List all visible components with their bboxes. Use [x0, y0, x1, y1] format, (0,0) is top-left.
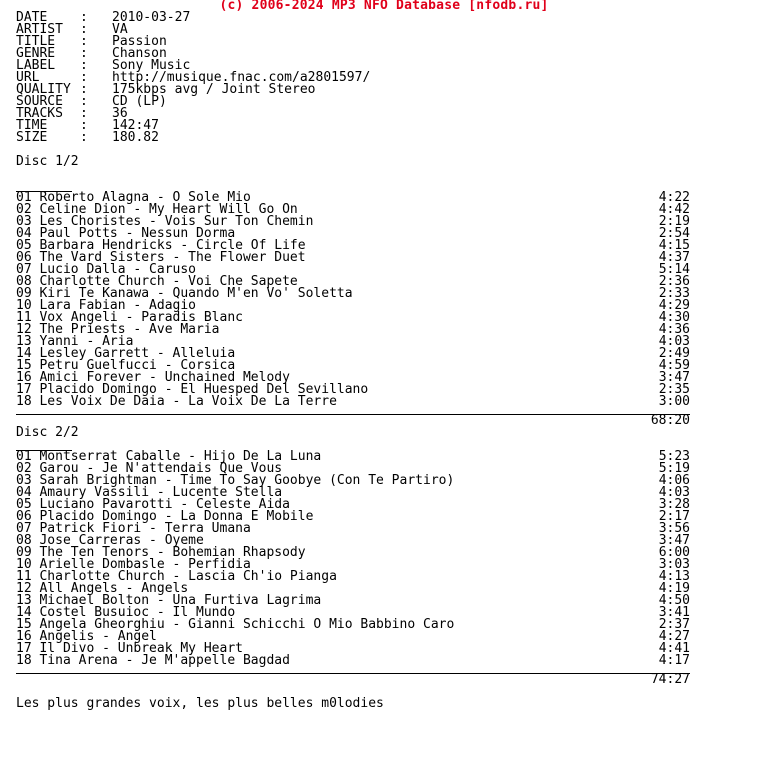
track-time: 4:50 — [658, 593, 690, 608]
track-time: 3:56 — [658, 521, 690, 536]
meta-key: URL — [16, 70, 40, 85]
meta-key: LABEL — [16, 58, 56, 73]
track-time: 4:36 — [658, 322, 690, 337]
track-time: 2:35 — [658, 382, 690, 397]
track-title: 13 Yanni - Aria — [16, 334, 134, 349]
meta-value: Passion — [112, 34, 167, 49]
meta-value: VA — [112, 22, 128, 37]
track-time: 4:17 — [658, 653, 690, 668]
disc-total: 68:20 — [650, 413, 690, 428]
disc-section — [16, 427, 690, 686]
track-time: 4:15 — [658, 238, 690, 253]
meta-value: http://musique.fnac.com/a2801597/ — [112, 70, 371, 85]
track-time: 3:03 — [658, 557, 690, 572]
track-title: 17 Il Divo - Unbreak My Heart — [16, 641, 243, 656]
track-time: 2:36 — [658, 274, 690, 289]
meta-key: TIME — [16, 118, 48, 133]
site-header: (c) 2006-2024 MP3 NFO Database [nfodb.ru] — [219, 0, 549, 13]
track-title: 10 Arielle Dombasle - Perfidia — [16, 557, 251, 572]
track-time: 3:41 — [658, 605, 690, 620]
track-time: 4:59 — [658, 358, 690, 373]
track-title: 16 Angelis - Angel — [16, 629, 157, 644]
track-title: 06 Placido Domingo - La Donna E Mobile — [16, 509, 314, 524]
meta-value: 180.82 — [112, 130, 159, 145]
track-time: 3:47 — [658, 533, 690, 548]
track-time: 2:49 — [658, 346, 690, 361]
meta-row-size — [16, 132, 690, 144]
meta-key: SOURCE — [16, 94, 63, 109]
meta-value: CD (LP) — [112, 94, 167, 109]
meta-separator: : — [80, 58, 88, 73]
track-title: 08 Jose Carreras - Oyeme — [16, 533, 204, 548]
nfo-content — [16, 12, 690, 710]
track-time: 2:33 — [658, 286, 690, 301]
track-time: 4:30 — [658, 310, 690, 325]
track-time: 4:03 — [658, 485, 690, 500]
meta-separator: : — [80, 70, 88, 85]
track-time: 4:42 — [658, 202, 690, 217]
track-title: 03 Sarah Brightman - Time To Say Goobye (Con Te Partiro) — [16, 473, 455, 488]
spacer — [16, 168, 690, 180]
disc-total-row — [16, 415, 690, 427]
track-title: 05 Barbara Hendricks - Circle Of Life — [16, 238, 306, 253]
disc-separator-line — [16, 667, 690, 674]
track-time: 3:47 — [658, 370, 690, 385]
meta-value: 175kbps avg / Joint Stereo — [112, 82, 316, 97]
track-title: 18 Les Voix De Daia - La Voix De La Terre — [16, 394, 337, 409]
track-time: 2:19 — [658, 214, 690, 229]
meta-key: GENRE — [16, 46, 56, 61]
track-time: 5:23 — [658, 449, 690, 464]
meta-key: TRACKS — [16, 106, 63, 121]
track-time: 3:28 — [658, 497, 690, 512]
meta-separator: : — [80, 118, 88, 133]
meta-separator: : — [80, 46, 88, 61]
track-title: 06 The Vard Sisters - The Flower Duet — [16, 250, 306, 265]
track-row — [16, 655, 690, 667]
disc-title: Disc 2/2 — [16, 425, 79, 440]
track-list — [16, 451, 690, 667]
meta-value: 142:47 — [112, 118, 159, 133]
track-title: 15 Angela Gheorghiu - Gianni Schicchi O Mio Babbino Caro — [16, 617, 455, 632]
track-time: 5:19 — [658, 461, 690, 476]
track-title: 10 Lara Fabian - Adagio — [16, 298, 197, 313]
meta-separator: : — [80, 106, 88, 121]
meta-value: Chanson — [112, 46, 167, 61]
disc-section — [16, 156, 690, 427]
disc-total-row — [16, 674, 690, 686]
track-title: 01 Roberto Alagna - O Sole Mio — [16, 190, 251, 205]
meta-value: 2010-03-27 — [112, 10, 191, 25]
track-title: 08 Charlotte Church - Voi Che Sapete — [16, 274, 298, 289]
track-time: 2:37 — [658, 617, 690, 632]
track-title: 03 Les Choristes - Vois Sur Ton Chemin — [16, 214, 314, 229]
track-time: 2:54 — [658, 226, 690, 241]
track-title: 02 Garou - Je N'attendais Que Vous — [16, 461, 283, 476]
track-title: 04 Amaury Vassili - Lucente Stella — [16, 485, 283, 500]
footer-tagline: Les plus grandes voix, les plus belles m0lodies — [16, 696, 384, 711]
meta-key: TITLE — [16, 34, 56, 49]
track-title: 12 The Priests - Ave Maria — [16, 322, 220, 337]
meta-separator: : — [80, 94, 88, 109]
meta-key: QUALITY — [16, 82, 71, 97]
track-title: 12 All Angels - Angels — [16, 581, 189, 596]
track-time: 4:06 — [658, 473, 690, 488]
track-title: 04 Paul Potts - Nessun Dorma — [16, 226, 236, 241]
track-title: 15 Petru Guelfucci - Corsica — [16, 358, 236, 373]
track-title: 16 Amici Forever - Unchained Melody — [16, 370, 290, 385]
track-title: 09 The Ten Tenors - Bohemian Rhapsody — [16, 545, 306, 560]
track-title: 14 Lesley Garrett - Alleluia — [16, 346, 236, 361]
track-time: 4:29 — [658, 298, 690, 313]
track-title: 01 Montserrat Caballe - Hijo De La Luna — [16, 449, 322, 464]
track-title: 09 Kiri Te Kanawa - Quando M'en Vo' Soletta — [16, 286, 353, 301]
track-title: 11 Charlotte Church - Lascia Ch'io Pianga — [16, 569, 337, 584]
track-time: 3:00 — [658, 394, 690, 409]
track-list — [16, 192, 690, 408]
disc-title: Disc 1/2 — [16, 154, 79, 169]
track-title: 07 Lucio Dalla - Caruso — [16, 262, 197, 277]
meta-separator: : — [80, 130, 88, 145]
spacer — [16, 144, 690, 156]
meta-key: ARTIST — [16, 22, 63, 37]
track-row — [16, 396, 690, 408]
track-time: 4:13 — [658, 569, 690, 584]
track-title: 11 Vox Angeli - Paradis Blanc — [16, 310, 243, 325]
track-title: 17 Placido Domingo - El Huesped Del Sevillano — [16, 382, 369, 397]
meta-block — [16, 12, 690, 144]
track-title: 05 Luciano Pavarotti - Celeste Aida — [16, 497, 290, 512]
meta-key: DATE — [16, 10, 48, 25]
track-time: 4:41 — [658, 641, 690, 656]
disc-total: 74:27 — [650, 672, 690, 687]
meta-value: 36 — [112, 106, 128, 121]
meta-key: SIZE — [16, 130, 48, 145]
track-time: 5:14 — [658, 262, 690, 277]
track-time: 4:19 — [658, 581, 690, 596]
track-title: 02 Celine Dion - My Heart Will Go On — [16, 202, 298, 217]
track-time: 4:27 — [658, 629, 690, 644]
meta-value: Sony Music — [112, 58, 191, 73]
track-time: 4:37 — [658, 250, 690, 265]
meta-separator: : — [80, 82, 88, 97]
disc-separator-line — [16, 408, 690, 415]
meta-separator: : — [80, 34, 88, 49]
track-time: 4:03 — [658, 334, 690, 349]
meta-separator: : — [80, 22, 88, 37]
track-time: 2:17 — [658, 509, 690, 524]
track-time: 6:00 — [658, 545, 690, 560]
track-time: 4:22 — [658, 190, 690, 205]
track-title: 13 Michael Bolton - Una Furtiva Lagrima — [16, 593, 322, 608]
track-title: 18 Tina Arena - Je M'appelle Bagdad — [16, 653, 290, 668]
track-title: 07 Patrick Fiori - Terra Umana — [16, 521, 251, 536]
track-title: 14 Costel Busuioc - Il Mundo — [16, 605, 236, 620]
meta-separator: : — [80, 10, 88, 25]
